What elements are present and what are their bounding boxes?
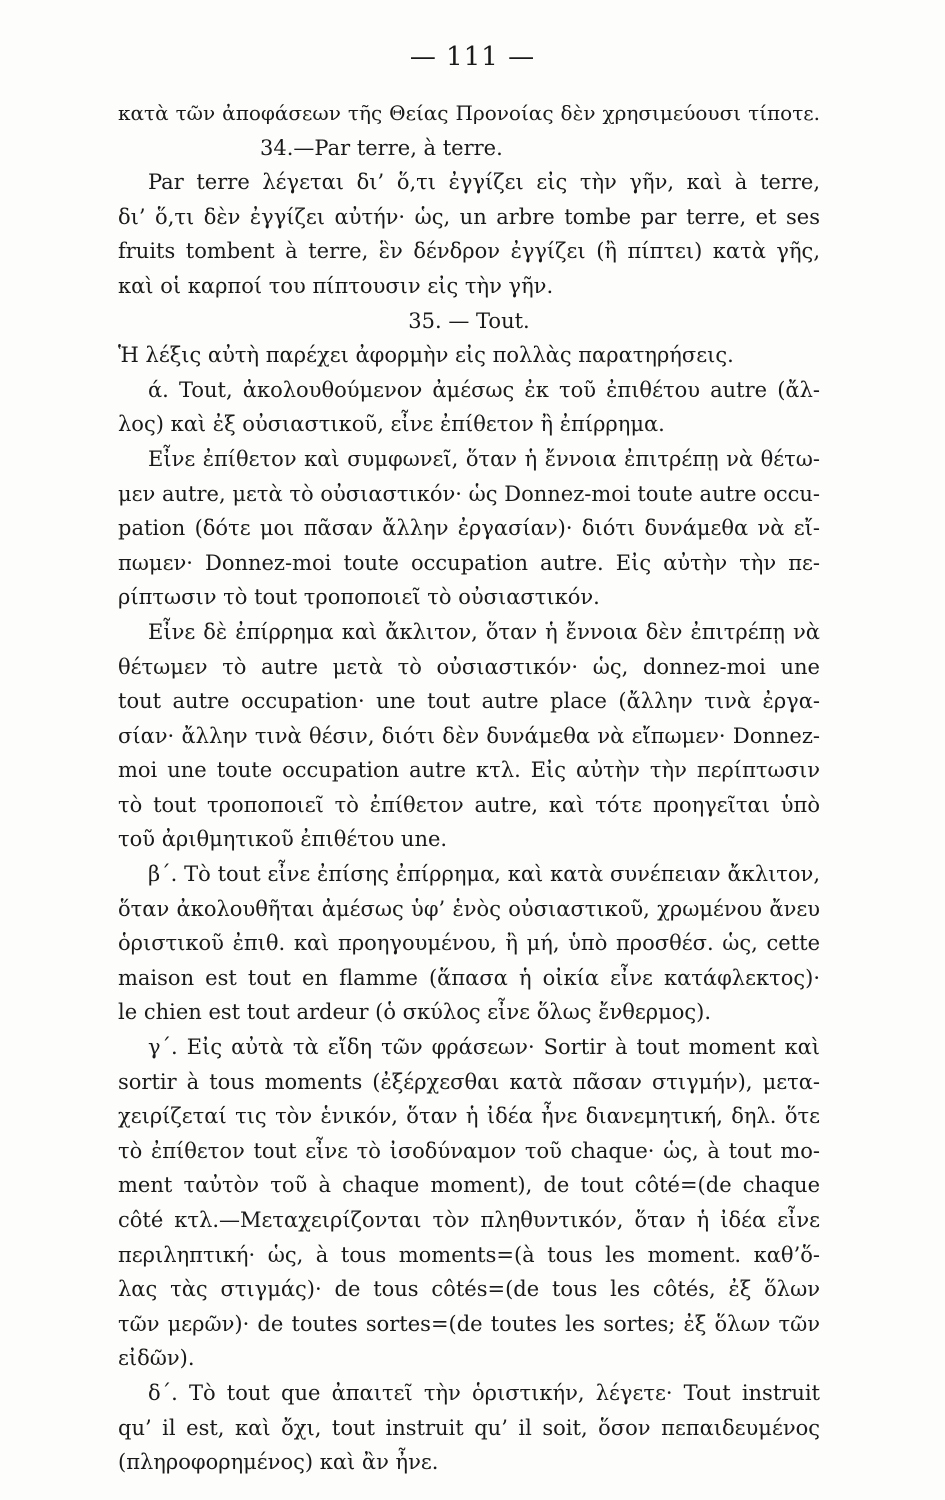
text-line: θέτωμεν τὸ autre μετὰ τὸ οὐσιαστικόν· ὡς, donnez-moi une [118,654,820,679]
text-line: σίαν· ἄλλην τινὰ θέσιν, διότι δὲν δυνάμεθα νὰ εἴπωμεν· Donnez- [118,723,820,748]
text-line: λας τὰς στιγμάς)· de tous côtés=(de tous les côtés, ἐξ ὅλων [118,1277,820,1302]
text-line: δι’ ὅ,τι δὲν ἐγγίζει αὐτήν· ὡς, un arbre tombe par terre, et ses [118,204,820,229]
section-heading: 34.—Par terre, à terre. [260,135,503,160]
text-line: καὶ οἱ καρποί του πίπτουσιν εἰς τὴν γῆν. [118,273,554,298]
body-text [118,96,820,1480]
text-line: Par terre λέγεται δι’ ὅ,τι ἐγγίζει εἰς τὴν γῆν, καὶ à terre, [148,170,820,195]
text-line: ὁριστικοῦ ἐπιθ. καὶ προηγουμένου, ἢ μή, ὑπὸ προσθέσ. ὡς, cette [118,931,820,956]
text-line: tout autre occupation· une tout autre place (ἄλλην τινὰ ἐργα- [118,689,820,714]
text-line: côté κτλ.—Μεταχειρίζονται τὸν πληθυντικόν, ὅταν ἡ ἰδέα εἶνε [118,1208,820,1232]
text-line: ment ταὐτὸν τοῦ à chaque moment), de tout côté=(de chaque [118,1173,820,1198]
text-line: Ἡ λέξις αὐτὴ παρέχει ἀφορμὴν εἰς πολλὰς παρατηρήσεις. [118,343,734,368]
text-line: moi une toute occupation autre κτλ. Εἰς αὐτὴν τὴν περίπτωσιν [118,758,820,783]
text-line: γ΄. Εἰς αὐτὰ τὰ εἴδη τῶν φράσεων· Sortir à tout moment καὶ [148,1035,820,1060]
text-line: χειρίζεταί τις τὸν ἑνικόν, ὅταν ἡ ἰδέα ἦνε διανεμητική, δηλ. ὅτε [118,1104,820,1129]
text-line: λος) καὶ ἐξ οὐσιαστικοῦ, εἶνε ἐπίθετον ἢ ἐπίρρημα. [118,412,665,437]
text-line: le chien est tout ardeur (ὁ σκύλος εἶνε ὅλως ἔνθερμος). [118,1000,712,1025]
section-heading: 35. — Tout. [408,308,530,333]
text-line: sortir à tous moments (ἐξέρχεσθαι κατὰ πᾶσαν στιγμήν), μετα- [118,1069,820,1094]
text-line: pation (δότε μοι πᾶσαν ἄλλην ἐργασίαν)· διότι δυνάμεθα νὰ εἴ- [118,516,820,541]
text-line: δ΄. Τὸ tout que ἀπαιτεῖ τὴν ὁριστικήν, λέγετε· Tout instruit [148,1380,820,1405]
text-line: τοῦ ἀριθμητικοῦ ἐπιθέτου une. [118,827,448,852]
text-line: τῶν μερῶν)· de toutes sortes=(de toutes les sortes; ἐξ ὅλων τῶν [118,1311,820,1336]
text-line: fruits tombent à terre, ἓν δένδρον ἐγγίζει (ἢ πίπτει) κατὰ γῆς, [118,239,820,264]
text-line: μεν autre, μετὰ τὸ οὐσιαστικόν· ὡς Donnez-moi toute autre occu- [118,481,820,506]
text-line: ά. Tout, ἀκολουθούμενον ἀμέσως ἐκ τοῦ ἐπιθέτου autre (ἄλ- [148,377,820,402]
text-line: Εἶνε ἐπίθετον καὶ συμφωνεῖ, ὅταν ἡ ἔννοια ἐπιτρέπῃ νὰ θέτω- [148,446,820,471]
text-line: β΄. Τὸ tout εἶνε ἐπίσης ἐπίρρημα, καὶ κατὰ συνέπειαν ἄκλιτον, [148,862,820,887]
text-line: τὸ tout τροποποιεῖ τὸ ἐπίθετον autre, καὶ τότε προηγεῖται ὑπὸ [118,792,820,817]
text-line: πωμεν· Donnez-moi toute occupation autre. Εἰς αὐτὴν τὴν πε- [118,550,820,575]
page-number: — 111 — [409,42,536,72]
text-line: τὸ ἐπίθετον tout εἶνε τὸ ἰσοδύναμον τοῦ chaque· ὡς, à tout mo- [118,1138,820,1163]
text-line: κατὰ τῶν ἀποφάσεων τῆς Θείας Προνοίας δὲν χρησιμεύουσι τίποτε. [118,101,820,125]
text-line: εἰδῶν). [118,1346,195,1371]
text-line: qu’ il est, καὶ ὄχι, tout instruit qu’ il soit, ὅσον πεπαιδευμένος [118,1415,820,1440]
text-line: maison est tout en flamme (ἅπασα ἡ οἰκία εἶνε κατάφλεκτος)· [118,965,820,990]
text-line: (πληροφορημένος) καὶ ἂν ἦνε. [118,1450,439,1475]
text-line: περιληπτική· ὡς, à tous moments=(à tous les moment. καθ’ὅ- [118,1242,820,1267]
text-line: ὅταν ἀκολουθῆται ἀμέσως ὑφ’ ἑνὸς οὐσιαστικοῦ, χρωμένου ἄνευ [118,896,820,921]
text-line: ρίπτωσιν τὸ tout τροποποιεῖ τὸ οὐσιαστικόν. [118,585,600,610]
text-line: Εἶνε δὲ ἐπίρρημα καὶ ἄκλιτον, ὅταν ἡ ἔννοια δὲν ἐπιτρέπῃ νὰ [148,619,820,644]
